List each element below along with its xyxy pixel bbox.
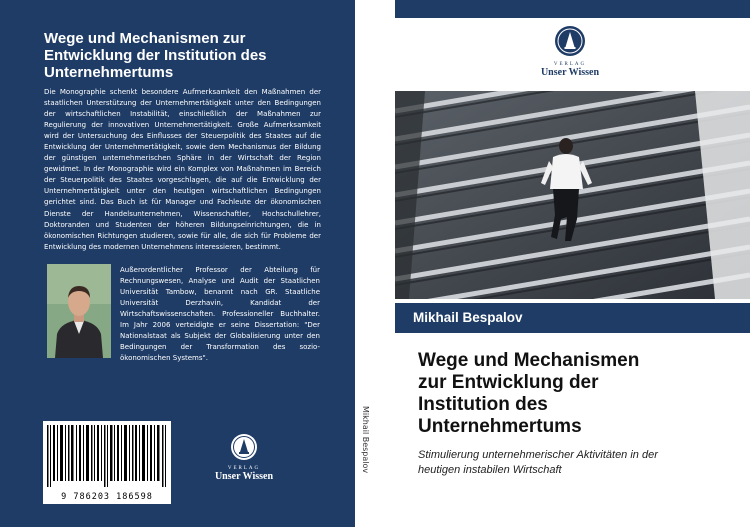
back-cover-title bbox=[44, 30, 334, 81]
back-cover-description: Die Monographie schenkt besondere Aufmerksamkeit den Maßnahmen der staatlichen Unterstützung der Unternehmertätigkeit unter den Bedingungen der wirtschaftlichen Instabilität, einschließlich der Maßnahmen zur Regulierung der innovativen Unternehmertätigkeit. Große Aufmerksamkeit wird der Untersuchung des Einflusses der Steuerpolitik des Staates auf die Entwicklung der Unternehmertätigkeit, sowie dem Mechanismus der Bildung der günstigen unternehmerischen Sphäre in der Wirtschaft der Region gewidmet. In der Monographie wird ein Komplex von Maßnahmen im Bereich der Steuerpolitik des Staates vorgeschlagen, die auf die Entwicklung der Unternehmertätigkeit unter den heutigen wirtschaftlichen Bedingungen gerichtet sind. Das Buch ist für Manager und Fachleute der ökonomischen Dienste der Handelsunternehmen, Wissenschaftler, Hochschullehrer, Doktoranden und Studenten der höheren Bildungseinrichtungen, die in ökonomischen Richtungen studieren, sowie für alle, die sich für Probleme der Entwicklung des modernen Unternehmens interessieren, bestimmt. bbox=[44, 88, 321, 251]
publisher-verlag-label: VERLAG bbox=[553, 62, 587, 67]
back-title-line: Wege und Mechanismen zur bbox=[44, 30, 246, 47]
author-biography: Außerordentlicher Professor der Abteilung für Rechnungswesen, Analyse und Audit der Staatlichen Universität Tambow, benannt nach GR. Staatliche Universität Derzhavin, Kandidat der Wirtschaftswissenschaften. Professioneller Buchhalter. Im Jahr 2006 verteidigte er seine Dissertation: "Der Nationalstaat als Subjekt der Globalisierung unter den Bedingungen der Transformation des sozio-ökonomischen Systems". bbox=[120, 266, 320, 362]
front-top-band bbox=[395, 0, 750, 18]
back-title-line: Unternehmertums bbox=[44, 64, 174, 81]
author-band bbox=[395, 303, 750, 333]
back-publisher-logo bbox=[209, 432, 279, 492]
front-title-line: Wege und Mechanismen bbox=[418, 350, 640, 371]
back-cover bbox=[0, 0, 355, 527]
front-title-line: Institution des bbox=[418, 394, 548, 415]
publisher-verlag-label: VERLAG bbox=[227, 466, 261, 471]
publisher-name: Unser Wissen bbox=[214, 471, 274, 482]
staircase-photo bbox=[395, 91, 750, 299]
isbn-number: 9 786203 186598 bbox=[61, 492, 153, 502]
publisher-logo-icon bbox=[553, 24, 587, 58]
front-publisher-logo bbox=[528, 24, 612, 84]
publisher-name: Unser Wissen bbox=[540, 67, 600, 78]
spine-author: Mikhail Bespalov bbox=[361, 406, 370, 474]
front-cover-subtitle bbox=[418, 448, 738, 478]
front-title-line: Unternehmertums bbox=[418, 416, 582, 437]
front-title-line: zur Entwicklung der bbox=[418, 372, 599, 393]
barcode bbox=[43, 421, 171, 504]
front-cover-title bbox=[418, 350, 738, 438]
cover-photo bbox=[395, 91, 750, 299]
barcode-icon bbox=[43, 421, 171, 491]
front-subtitle-line: heutigen instabilen Wirtschaft bbox=[418, 464, 562, 476]
publisher-logo-icon bbox=[229, 432, 259, 462]
back-title-line: Entwicklung der Institution des bbox=[44, 47, 267, 64]
author-photo bbox=[47, 264, 111, 358]
author-photo-image bbox=[47, 264, 111, 358]
front-author-name: Mikhail Bespalov bbox=[413, 310, 523, 325]
front-subtitle-line: Stimulierung unternehmerischer Aktivitäten in der bbox=[418, 449, 658, 461]
